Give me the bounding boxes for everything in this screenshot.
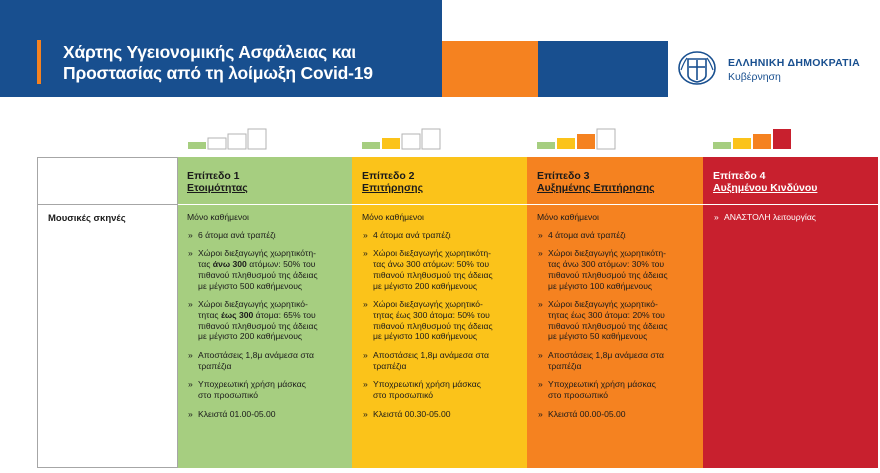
cell-item: » 4 άτομα ανά τραπέζι	[537, 230, 699, 241]
level-3-indicator-icon	[536, 127, 616, 151]
cell-item: » Κλειστά 00.00-05.00	[537, 409, 699, 420]
header-accent-bar	[37, 40, 41, 84]
header-orange-block	[442, 41, 538, 97]
cell-item: » Αποστάσεις 1,8μ ανάμεσα στα τραπέζια	[187, 350, 349, 371]
level-indicator-box	[402, 134, 420, 149]
cell-item: » Αποστάσεις 1,8μ ανάμεσα στα τραπέζια	[537, 350, 699, 371]
level-3-header	[537, 170, 655, 194]
cell-item: » Χώροι διεξαγωγής χωρητικό- τητας έως 300 άτομα: 65% του πιθανού πληθυσμού της άδειας με μέγιστο 200 καθήμενους	[187, 299, 349, 342]
title-line-2: Προστασίας από τη λοίμωξη Covid-19	[63, 63, 373, 83]
level-indicator-box	[733, 138, 751, 149]
government-name: ΕΛΛΗΝΙΚΗ ΔΗΜΟΚΡΑΤΙΑ	[728, 57, 860, 69]
cell-item: » Χώροι διεξαγωγής χωρητικότη- τας άνω 300 ατόμων: 30% του πιθανού πληθυσμού της άδειας με μέγιστο 100 καθήμενους	[537, 248, 699, 291]
level-2-subtitle: Επιτήρησης	[362, 182, 424, 194]
title-line-1: Χάρτης Υγειονομικής Ασφάλειας και	[63, 42, 356, 62]
government-subtitle: Κυβέρνηση	[728, 71, 781, 83]
level-1-subtitle: Ετοιμότητας	[187, 182, 248, 194]
level-indicator-box	[577, 134, 595, 149]
page-title	[63, 42, 373, 84]
row-label-music-venues: Μουσικές σκηνές	[48, 213, 126, 224]
cell-item: » Υποχρεωτική χρήση μάσκας στο προσωπικό	[537, 379, 699, 400]
level-4-subtitle: Αυξημένου Κινδύνου	[713, 182, 818, 194]
level-indicator-box	[597, 129, 615, 149]
level-1-title: Επίπεδο 1	[187, 170, 240, 182]
level-indicator-box	[382, 138, 400, 149]
level-1-cell	[187, 212, 349, 428]
level-indicator-box	[422, 129, 440, 149]
level-indicator-box	[248, 129, 266, 149]
header-blue-block	[538, 41, 668, 97]
level-indicator-box	[557, 138, 575, 149]
cell-intro: Μόνο καθήμενοι	[187, 212, 249, 222]
level-1-indicator-icon	[187, 127, 267, 151]
level-3-subtitle: Αυξημένης Επιτήρησης	[537, 182, 655, 194]
level-4-cell	[713, 212, 873, 231]
level-2-header	[362, 170, 423, 194]
level-indicator-box	[208, 138, 226, 149]
level-3-title: Επίπεδο 3	[537, 170, 590, 182]
level-indicator-box	[713, 142, 731, 149]
level-indicator-box	[773, 129, 791, 149]
cell-item: » Αποστάσεις 1,8μ ανάμεσα στα τραπέζια	[362, 350, 524, 371]
cell-item: » ΑΝΑΣΤΟΛΗ λειτουργίας	[713, 212, 873, 223]
cell-item: » Χώροι διεξαγωγής χωρητικό- τητας έως 300 άτομα: 50% του πιθανού πληθυσμού της άδειας με μέγιστο 100 καθήμενους	[362, 299, 524, 342]
level-2-title: Επίπεδο 2	[362, 170, 415, 182]
cell-item: » Υποχρεωτική χρήση μάσκας στο προσωπικό	[187, 379, 349, 400]
cell-item: » Κλειστά 01.00-05.00	[187, 409, 349, 420]
cell-intro: Μόνο καθήμενοι	[362, 212, 424, 222]
cell-item: » 6 άτομα ανά τραπέζι	[187, 230, 349, 241]
greek-government-emblem-icon	[677, 50, 717, 86]
cell-item: » Υποχρεωτική χρήση μάσκας στο προσωπικό	[362, 379, 524, 400]
level-2-indicator-icon	[361, 127, 441, 151]
level-1-header	[187, 170, 248, 194]
level-indicator-box	[228, 134, 246, 149]
level-indicator-box	[188, 142, 206, 149]
cell-item: » Χώροι διεξαγωγής χωρητικότη- τας άνω 300 ατόμων: 50% του πιθανού πληθυσμού της άδειας με μέγιστο 500 καθήμενους	[187, 248, 349, 291]
cell-intro: Μόνο καθήμενοι	[537, 212, 599, 222]
level-4-indicator-icon	[712, 127, 792, 151]
cell-item: » 4 άτομα ανά τραπέζι	[362, 230, 524, 241]
level-4-header	[713, 170, 817, 194]
level-3-cell	[537, 212, 699, 428]
level-2-cell	[362, 212, 524, 428]
cell-item: » Κλειστά 00.30-05.00	[362, 409, 524, 420]
cell-item: » Χώροι διεξαγωγής χωρητικότη- τας άνω 300 ατόμων: 50% του πιθανού πληθυσμού της άδειας με μέγιστο 200 καθήμενους	[362, 248, 524, 291]
header-row-divider-first	[37, 204, 178, 205]
level-4-title: Επίπεδο 4	[713, 170, 766, 182]
level-indicator-box	[537, 142, 555, 149]
level-indicator-box	[362, 142, 380, 149]
cell-item: » Χώροι διεξαγωγής χωρητικό- τητας έως 300 άτομα: 20% του πιθανού πληθυσμού της άδειας με μέγιστο 50 καθήμενους	[537, 299, 699, 342]
level-indicator-box	[753, 134, 771, 149]
